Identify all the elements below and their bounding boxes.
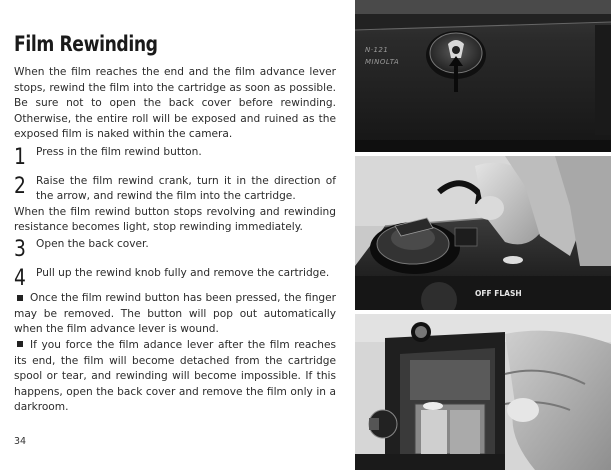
- step-text: Raise the film rewind crank, turn it in the direction of the arrow, and rewind the film into the cartridge.: [36, 174, 336, 203]
- photo-rewind-crank: [355, 156, 611, 310]
- note-2: [14, 338, 336, 416]
- step-3: [14, 236, 336, 262]
- page-title: Film Rewinding: [14, 32, 158, 56]
- intro-paragraph: When the film reaches the end and the film advance lever stops, rewind the film into the cartridge as soon as possible. Be sure not to open the back cover before rewinding. Otherwise, the entire roll will be exposed and ruined as the exposed film is naked within the camera.: [14, 66, 336, 141]
- step-number: 4: [14, 265, 26, 291]
- text-column: [14, 32, 336, 416]
- step-1: [14, 144, 336, 170]
- camera-model-label: N·121: [365, 46, 389, 54]
- photo-rewind-button: [355, 0, 611, 152]
- note-text: If you force the film adance lever after the film reaches its end, the film will become detached from the cartridge spool or tear, and rewinding will become impossible. If this happens, open the back cover and remove the film only in a darkroom.: [14, 338, 336, 414]
- step-text: Pull up the rewind knob fully and remove the cartridge.: [36, 266, 330, 279]
- step-number: 1: [14, 144, 26, 170]
- step-2: [14, 174, 336, 236]
- step-number: 3: [14, 236, 26, 262]
- step-continuation: When the film rewind button stops revolving and rewinding resistance becomes light, stop rewinding immediately.: [14, 205, 336, 234]
- step-4: [14, 265, 336, 291]
- page-number: 34: [14, 436, 27, 447]
- off-flash-label: OFF FLASH: [475, 289, 522, 298]
- photo-remove-cartridge: [355, 314, 611, 470]
- note-1: [14, 291, 336, 338]
- notes: [14, 291, 336, 416]
- camera-brand-label: MINOLTA: [365, 58, 400, 66]
- note-text: Once the film rewind button has been pressed, the finger may be removed. The button will pop out automatically when the film advance lever is wound.: [14, 292, 336, 336]
- bullet-icon: [17, 341, 23, 347]
- step-text: Open the back cover.: [36, 237, 149, 250]
- bullet-icon: [17, 295, 23, 301]
- step-text: Press in the film rewind button.: [36, 145, 202, 158]
- step-number: 2: [14, 173, 26, 199]
